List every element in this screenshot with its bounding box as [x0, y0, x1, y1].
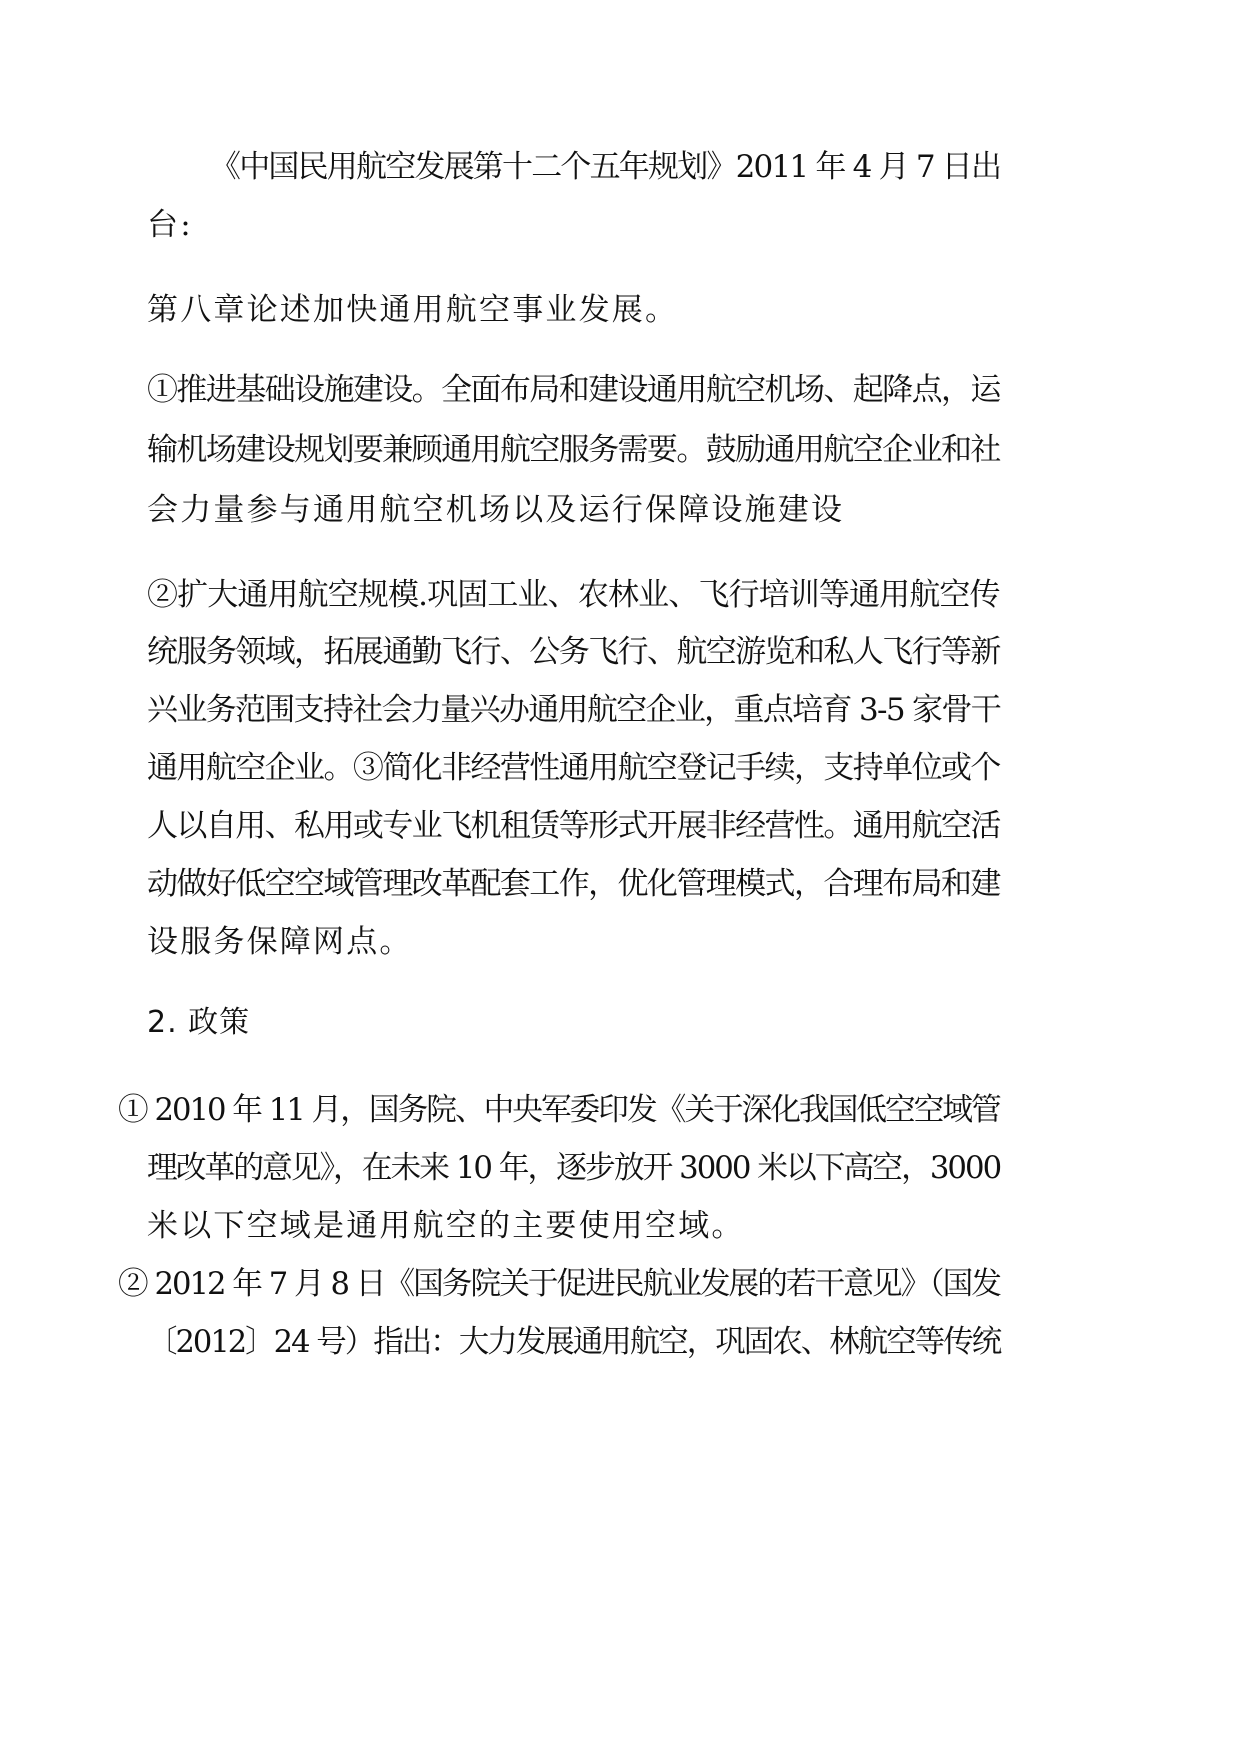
- text-line: 统服务领域，拓展通勤飞行、公务飞行、航空游览和私人飞行等新: [147, 634, 1000, 670]
- text-line: ①推进基础设施建设。全面布局和建设通用航空机场、起降点，运: [147, 372, 1000, 408]
- text-line: 输机场建设规划要兼顾通用航空服务需要。鼓励通用航空企业和社: [147, 432, 1000, 468]
- text-line: ① 2010 年 11 月，国务院、中央军委印发《关于深化我国低空空域管: [118, 1092, 1000, 1128]
- text-line: 米以下空域是通用航空的主要使用空域。: [147, 1208, 745, 1244]
- text-line: 人以自用、私用或专业飞机租赁等形式开展非经营性。通用航空活: [147, 808, 1000, 844]
- text-line: 《中国民用航空发展第十二个五年规划》2011 年 4 月 7 日出: [210, 149, 1001, 185]
- text-line: 通用航空企业。③简化非经营性通用航空登记手续，支持单位或个: [147, 750, 1000, 786]
- text-line: 台:: [147, 207, 193, 243]
- text-line: 动做好低空空域管理改革配套工作，优化管理模式，合理布局和建: [147, 866, 1000, 902]
- text-line: 兴业务范围支持社会力量兴办通用航空企业，重点培育 3-5 家骨干: [147, 692, 1001, 728]
- text-line: ② 2012 年 7 月 8 日《国务院关于促进民航业发展的若干意见》（国发: [118, 1266, 1000, 1302]
- text-line: 〔2012〕24 号）指出：大力发展通用航空，巩固农、林航空等传统: [147, 1324, 1001, 1360]
- text-line: 设服务保障网点。: [147, 924, 413, 960]
- text-line: 理改革的意见》，在未来 10 年，逐步放开 3000 米以下高空，3000: [147, 1150, 1001, 1186]
- section-heading: 2. 政策: [147, 1005, 251, 1040]
- text-line: ②扩大通用航空规模.巩固工业、农林业、飞行培训等通用航空传: [147, 577, 1000, 613]
- chapter-line: 第八章论述加快通用航空事业发展。: [147, 292, 679, 328]
- text-line: 会力量参与通用航空机场以及运行保障设施建设: [147, 492, 845, 528]
